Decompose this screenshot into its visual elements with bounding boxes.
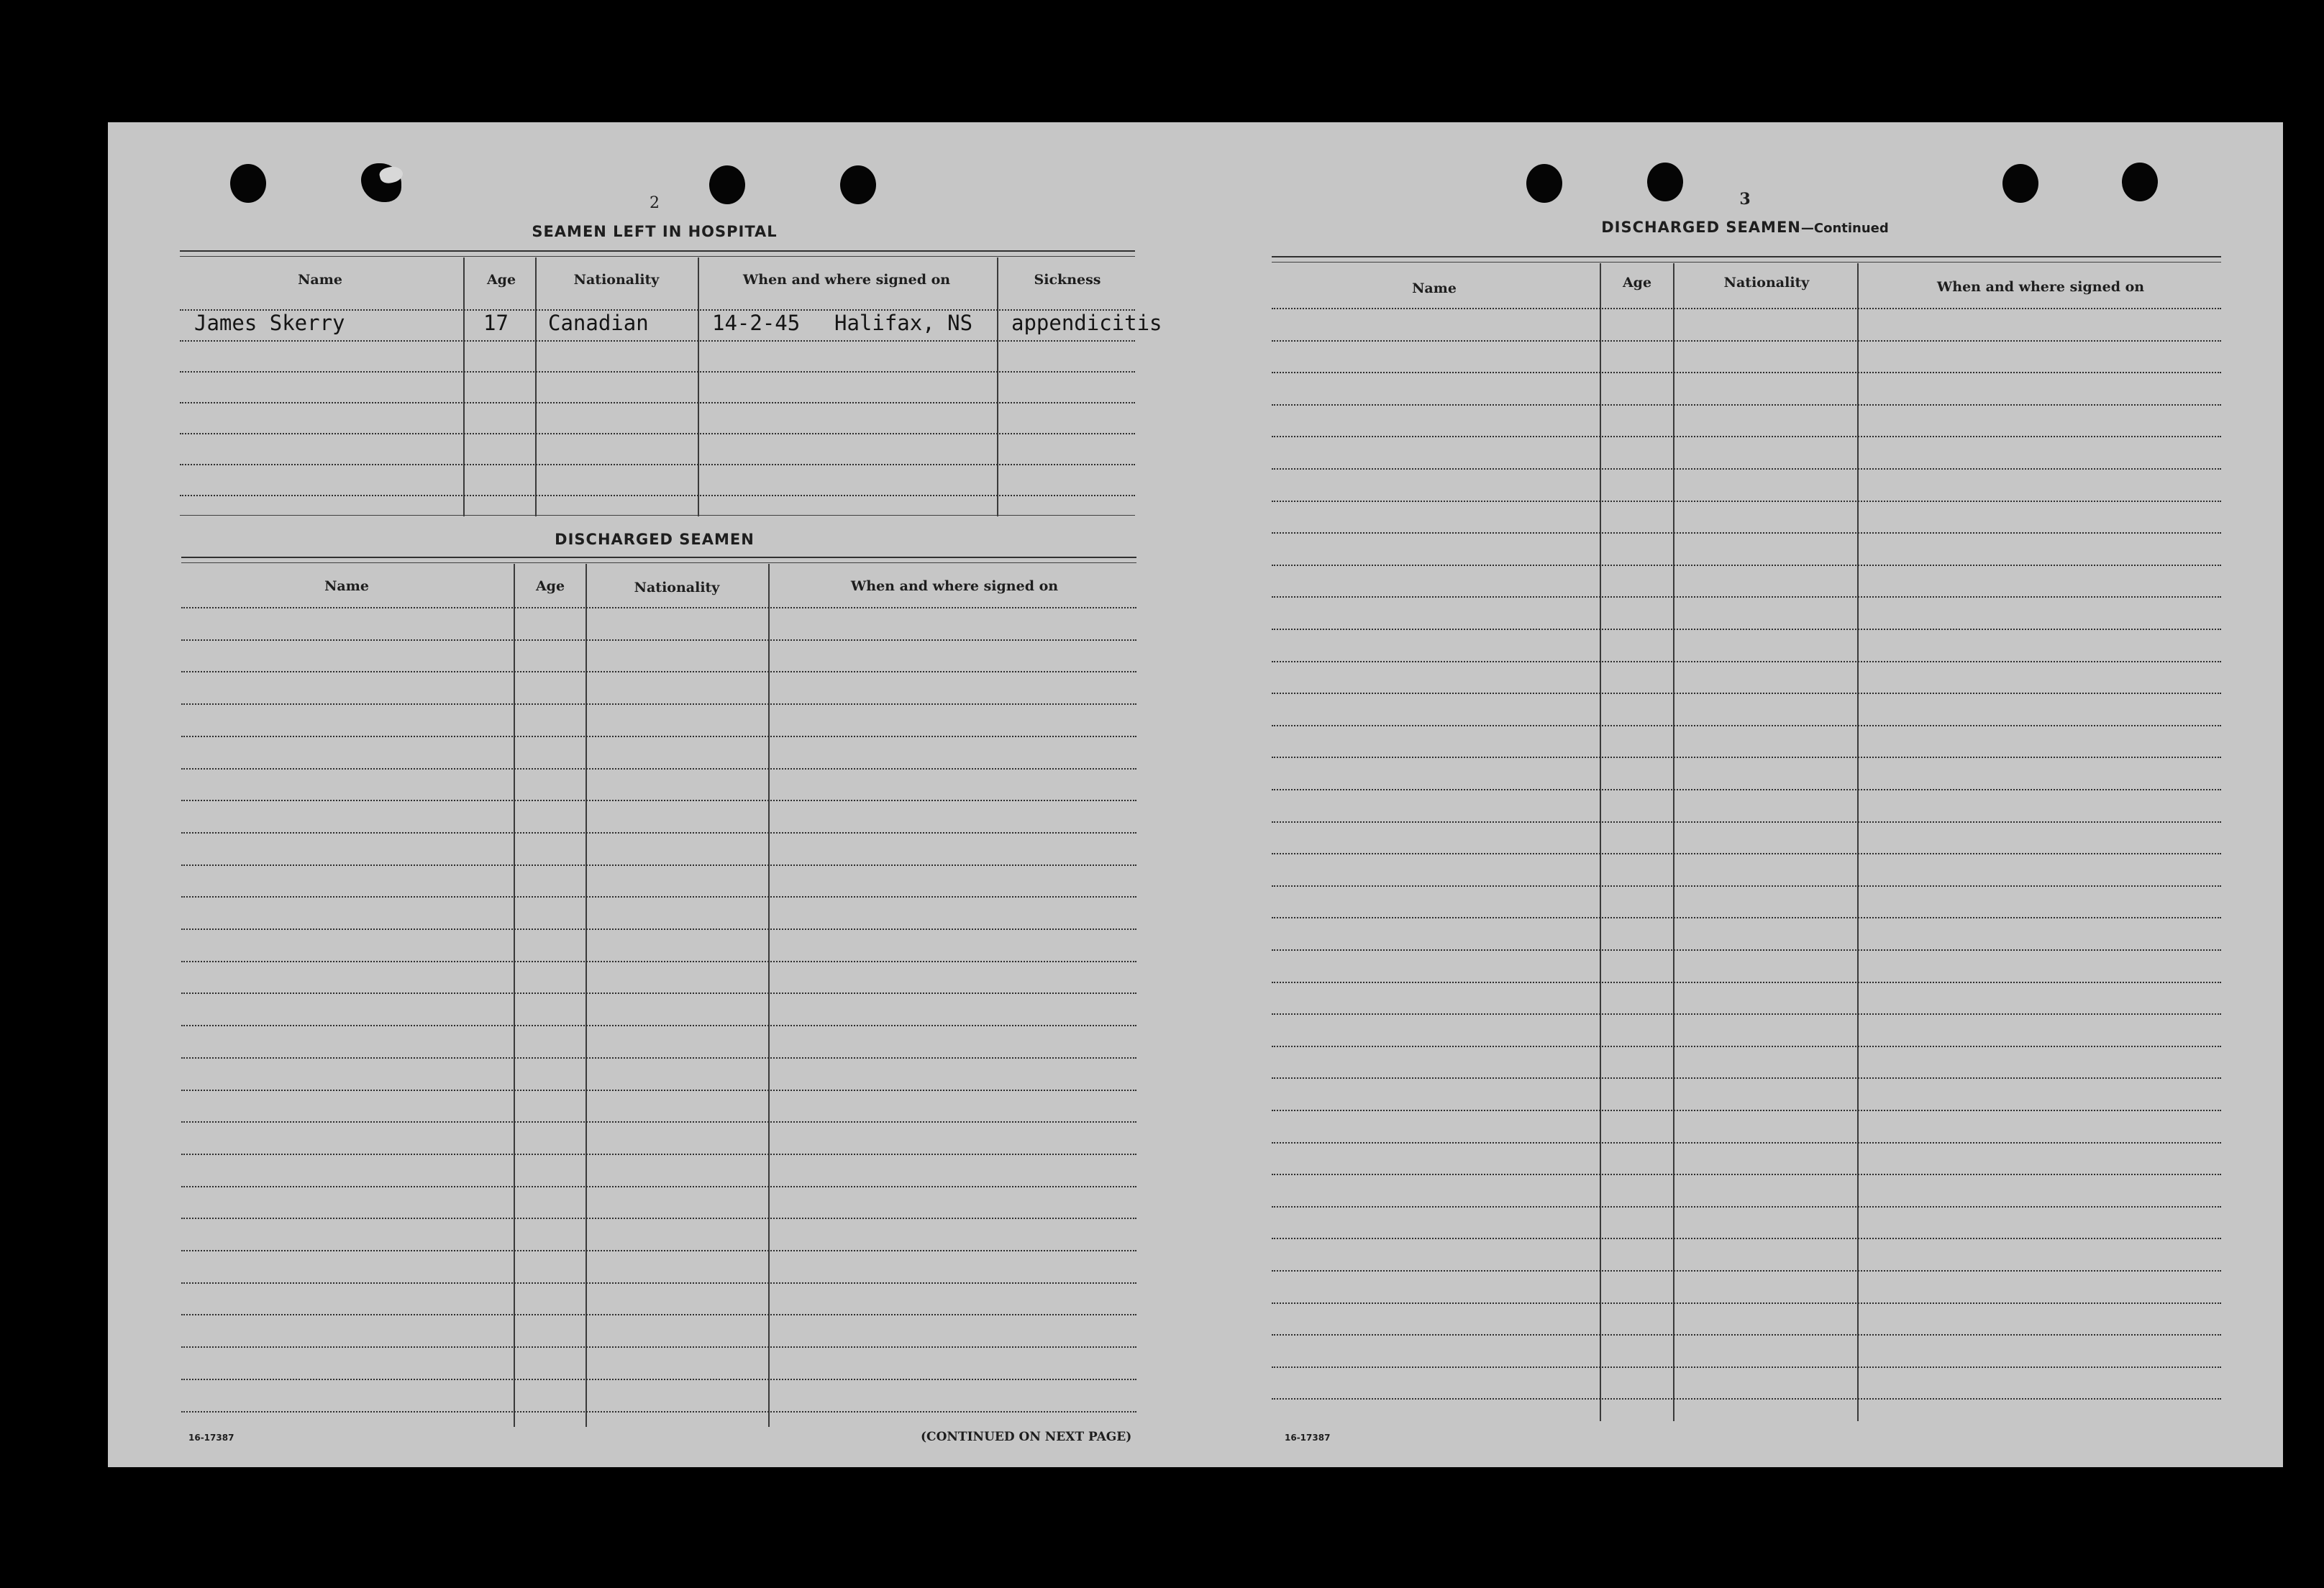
right-page bbox=[1198, 122, 2283, 1467]
row-rule bbox=[181, 1218, 1136, 1219]
row-rule bbox=[1272, 853, 2221, 854]
row-rule bbox=[1272, 1366, 2221, 1368]
row-rule bbox=[1272, 308, 2221, 309]
row-rule bbox=[181, 1090, 1136, 1091]
row-rule bbox=[1272, 532, 2221, 534]
row-rule bbox=[181, 1411, 1136, 1413]
discharged-continued-title bbox=[1558, 219, 1932, 236]
discharged-table-right bbox=[1272, 256, 2221, 1421]
form-code: 16-17387 bbox=[1285, 1433, 1331, 1443]
column-header-name: Name bbox=[324, 578, 369, 594]
discharged-table-left bbox=[181, 557, 1136, 1420]
row-rule bbox=[181, 703, 1136, 705]
row-rule bbox=[1272, 821, 2221, 823]
punch-hole bbox=[230, 164, 266, 203]
column-header-age: Age bbox=[535, 578, 565, 594]
row-rule bbox=[180, 402, 1135, 403]
row-rule bbox=[181, 1379, 1136, 1380]
row-rule bbox=[1272, 1174, 2221, 1175]
hospital-entry-nationality: Canadian bbox=[548, 311, 649, 335]
row-rule bbox=[1272, 1302, 2221, 1304]
row-rule bbox=[1272, 757, 2221, 758]
row-rule bbox=[1272, 372, 2221, 373]
row-rule bbox=[181, 768, 1136, 770]
row-rule bbox=[1272, 693, 2221, 694]
hospital-entry-sickness: appendicitis bbox=[1011, 311, 1162, 335]
punch-hole bbox=[1647, 163, 1683, 201]
row-rule bbox=[181, 864, 1136, 866]
row-rule bbox=[181, 639, 1136, 641]
punch-hole bbox=[1526, 164, 1562, 203]
row-rule bbox=[180, 371, 1135, 373]
row-rule bbox=[1272, 1334, 2221, 1336]
row-rule bbox=[180, 340, 1135, 342]
row-rule bbox=[1272, 982, 2221, 983]
row-rule bbox=[181, 1346, 1136, 1348]
row-rule bbox=[181, 736, 1136, 737]
row-rule bbox=[1272, 1206, 2221, 1208]
punch-hole bbox=[709, 165, 745, 204]
hospital-entry-place: Halifax, NS bbox=[834, 311, 973, 335]
page-number: 2 bbox=[650, 194, 660, 212]
row-rule bbox=[181, 607, 1136, 608]
row-rule bbox=[181, 928, 1136, 930]
title-text: DISCHARGED SEAMEN bbox=[1601, 219, 1801, 236]
row-rule bbox=[181, 832, 1136, 834]
punch-hole bbox=[2122, 163, 2158, 201]
hospital-entry-name: James Skerry bbox=[194, 311, 345, 335]
column-header-name: Name bbox=[298, 272, 342, 288]
row-rule bbox=[180, 433, 1135, 434]
row-rule bbox=[181, 1057, 1136, 1059]
row-rule bbox=[1272, 340, 2221, 342]
row-rule bbox=[1272, 501, 2221, 502]
row-rule bbox=[1272, 1077, 2221, 1079]
column-header-nationality: Nationality bbox=[634, 580, 720, 596]
row-rule bbox=[181, 1186, 1136, 1187]
row-rule bbox=[181, 1314, 1136, 1315]
row-rule bbox=[1272, 1270, 2221, 1272]
column-header-when-where: When and where signed on bbox=[742, 272, 951, 288]
hospital-section-title: SEAMEN LEFT IN HOSPITAL bbox=[532, 223, 778, 240]
row-rule bbox=[1272, 436, 2221, 437]
page-number: 3 bbox=[1739, 190, 1751, 209]
discharged-section-title: DISCHARGED SEAMEN bbox=[555, 531, 755, 548]
column-header-nationality: Nationality bbox=[1723, 275, 1810, 291]
row-rule bbox=[1272, 629, 2221, 630]
row-rule bbox=[1272, 1110, 2221, 1111]
column-header-nationality: Nationality bbox=[573, 272, 660, 288]
column-header-age: Age bbox=[486, 272, 516, 288]
punch-hole bbox=[2002, 164, 2038, 203]
row-rule bbox=[181, 992, 1136, 994]
row-rule bbox=[1272, 404, 2221, 406]
row-rule bbox=[1272, 1238, 2221, 1239]
column-header-when-where: When and where signed on bbox=[1936, 279, 2145, 295]
row-rule bbox=[1272, 565, 2221, 566]
row-rule bbox=[181, 800, 1136, 801]
row-rule bbox=[1272, 885, 2221, 887]
column-header-when-where: When and where signed on bbox=[850, 578, 1059, 594]
row-rule bbox=[1272, 1398, 2221, 1400]
punch-hole bbox=[840, 165, 876, 204]
row-rule bbox=[1272, 1142, 2221, 1144]
left-page bbox=[108, 122, 1201, 1467]
row-rule bbox=[181, 961, 1136, 962]
column-header-age: Age bbox=[1622, 275, 1652, 291]
title-suffix: —Continued bbox=[1800, 221, 1889, 236]
row-rule bbox=[1272, 661, 2221, 662]
row-rule bbox=[1272, 1013, 2221, 1015]
row-rule bbox=[180, 309, 1135, 311]
row-rule bbox=[181, 1282, 1136, 1284]
row-rule bbox=[181, 1025, 1136, 1026]
row-rule bbox=[180, 464, 1135, 465]
row-rule bbox=[1272, 468, 2221, 470]
row-rule bbox=[1272, 789, 2221, 790]
row-rule bbox=[180, 495, 1135, 496]
row-rule bbox=[1272, 949, 2221, 951]
column-header-name: Name bbox=[1412, 280, 1457, 296]
form-code: 16-17387 bbox=[188, 1433, 234, 1443]
hospital-entry-date: 14-2-45 bbox=[712, 311, 801, 335]
row-rule bbox=[1272, 725, 2221, 726]
row-rule bbox=[181, 896, 1136, 898]
row-rule bbox=[181, 671, 1136, 672]
row-rule bbox=[1272, 917, 2221, 918]
row-rule bbox=[181, 1154, 1136, 1155]
column-header-sickness: Sickness bbox=[1034, 272, 1101, 288]
row-rule bbox=[1272, 1046, 2221, 1047]
row-rule bbox=[181, 1250, 1136, 1251]
hospital-entry-age: 17 bbox=[483, 311, 509, 335]
row-rule bbox=[181, 1121, 1136, 1123]
continued-note: (CONTINUED ON NEXT PAGE) bbox=[921, 1430, 1132, 1444]
row-rule bbox=[1272, 596, 2221, 598]
